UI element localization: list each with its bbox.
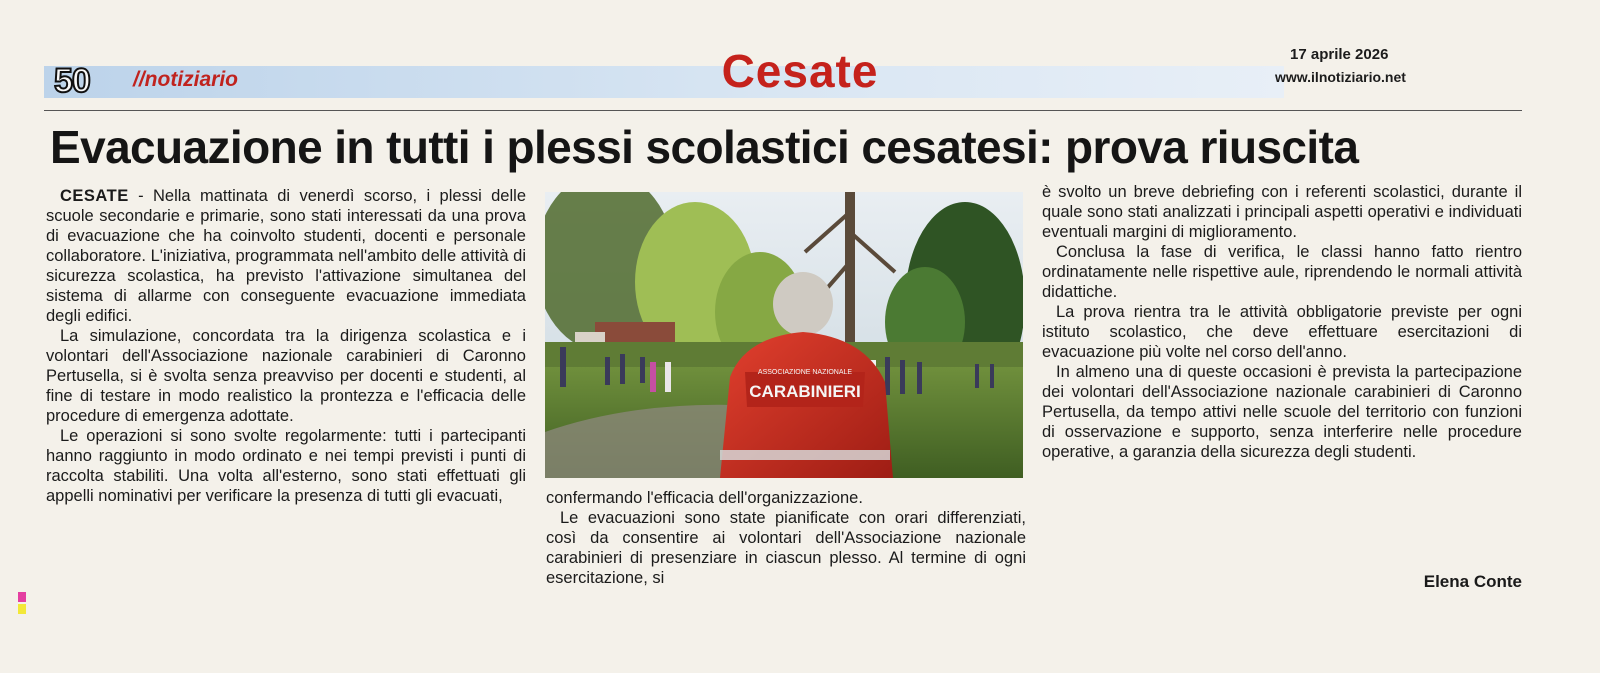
print-color-mark (18, 604, 26, 614)
paragraph: In almeno una di queste occasioni è prevista la partecipazione dei volontari dell'Associazione nazionale carabinieri di Caronno Pertusella, da tempo attivi nelle scuole del territorio con funzioni di osservazione e supporto, senza interferire nelle procedure operative, a garanzia della sicurezza degli studenti. (1042, 363, 1522, 461)
paragraph: è svolto un breve debriefing con i referenti scolastici, durante il quale sono stati analizzati i principali aspetti operativi e individuati eventuali margini di miglioramento. (1042, 183, 1522, 241)
article-headline: Evacuazione in tutti i plessi scolastici cesatesi: prova riuscita (50, 121, 1359, 173)
jacket-text: CARABINIERI (749, 382, 861, 401)
paragraph: La prova rientra tra le attività obbligatorie previste per ogni istituto scolastico, che deve effettuare esercitazioni di evacuazione più volte nel corso dell'anno. (1042, 303, 1522, 361)
issue-date: 17 aprile 2026 (1290, 46, 1389, 63)
header-divider (44, 110, 1522, 111)
section-title: Cesate (721, 45, 879, 97)
paragraph-text: - Nella mattinata di venerdì scorso, i plessi delle scuole secondarie e primarie, sono stati interessati da una prova di evacuazione che ha coinvolto studenti, docenti e personale collaboratore. L'iniziativa, programmata nell'ambito delle attività di sicurezza scolastica, ha previsto l'attivazione simultanea del sistema di allarme con conseguente evacuazione immediata degli edifici. (46, 187, 526, 325)
article-photo (545, 192, 1023, 478)
paragraph: Le operazioni si sono svolte regolarmente: tutti i partecipanti hanno raggiunto in modo ordinato e nei tempi previsti i punti di raccolta stabiliti. Una volta all'esterno, sono stati effettuati gli appelli nominativi per verificare la presenza di tutti gli evacuati, (46, 427, 526, 505)
photo-illustration (545, 192, 1023, 478)
newspaper-brand: //notiziario (133, 68, 238, 91)
paragraph: Le evacuazioni sono state pianificate con orari differenziati, così da consentire ai volontari dell'Associazione nazionale carabinieri di presenziare in ciascun plesso. Al termine di ogni esercitazione, si (546, 509, 1026, 587)
page-number: 50 (54, 62, 90, 100)
kicker: CESATE (60, 187, 129, 205)
paragraph: La simulazione, concordata tra la dirigenza scolastica e i volontari dell'Associazione nazionale carabinieri di Caronno Pertusella, si è svolta senza preavviso per docenti e studenti, al fine di testare in modo realistico la prontezza e l'efficacia delle procedure di emergenza adottate. (46, 327, 526, 425)
author-byline: Elena Conte (1423, 572, 1522, 591)
paragraph: Conclusa la fase di verifica, le classi hanno fatto rientro ordinatamente nelle rispettive aule, riprendendo le normali attività didattiche. (1042, 243, 1522, 301)
paragraph (46, 186, 526, 326)
paragraph: confermando l'efficacia dell'organizzazione. (546, 489, 863, 507)
article-column-2 (546, 488, 1026, 588)
website-url: www.ilnotiziario.net (1275, 69, 1406, 85)
article-column-1 (46, 186, 526, 506)
jacket-patch-text: ASSOCIAZIONE NAZIONALE (757, 369, 853, 376)
print-color-mark (18, 592, 26, 602)
article-column-3 (1042, 182, 1522, 462)
